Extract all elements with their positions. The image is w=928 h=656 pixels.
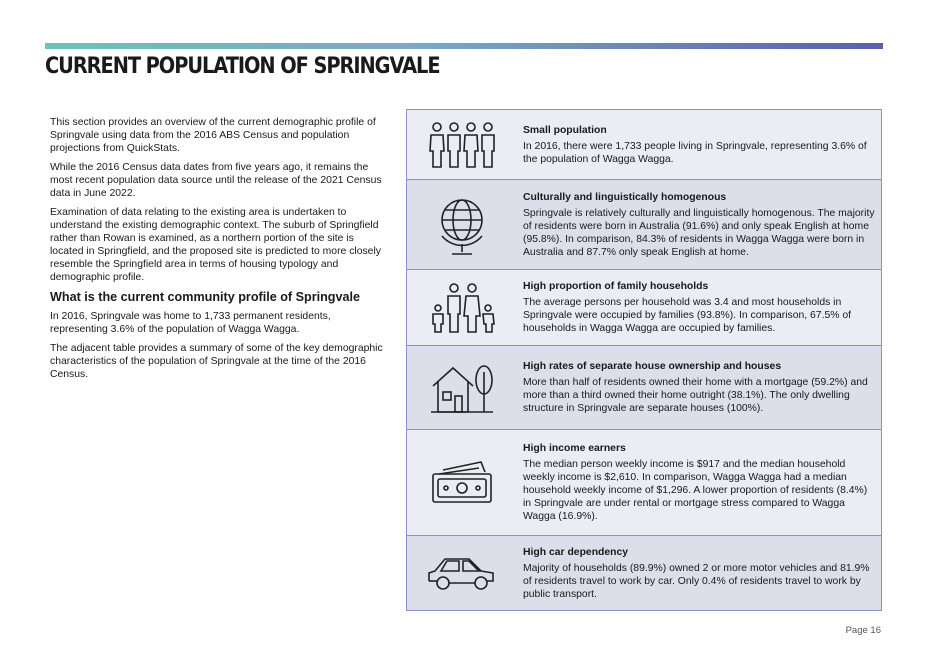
- header-accent-bar: [45, 43, 883, 49]
- profile-paragraph: In 2016, Springvale was home to 1,733 permanent residents, representing 3.6% of the population of Wagga Wagga.: [50, 311, 331, 335]
- section-subheading: What is the current community profile of Springvale: [50, 290, 360, 304]
- globe-icon: [407, 180, 517, 269]
- row-body: The median person weekly income is $917 and the median household weekly income is $2,610. In comparison, Wagga Wagga had a median household weekly income of $1,296. A lower proportion of residents (8.4%) in Springvale are under rental or mortgage stress compared to Wagga Wagga (16.9%).: [523, 459, 868, 522]
- intro-paragraph: Examination of data relating to the existing area is undertaken to understand the existing demographic context. The suburb of Springfield rather than Rowan is examined, as a northern portion of the site is located in Springfield, and the proposed site is predicted to more closely resemble the Springfield area in terms of housing typology and demographic profile.: [50, 207, 381, 283]
- intro-paragraph: This section provides an overview of the current demographic profile of Springvale using data from the 2016 ABS Census and population projections from QuickStats.: [50, 117, 376, 154]
- row-heading: Small population: [523, 124, 607, 136]
- row-body: Majority of households (89.9%) owned 2 or more motor vehicles and 81.9% of residents travel to work by car. Only 0.4% of residents travel to work by public transport.: [523, 562, 870, 600]
- row-heading: Culturally and linguistically homogenous: [523, 191, 727, 203]
- table-row-family: [407, 270, 881, 346]
- profile-table: [406, 109, 882, 611]
- row-heading: High income earners: [523, 443, 626, 454]
- row-body: The average persons per household was 3.4 and most households in Springvale were occupied by families (93.8%). In comparison, 67.5% of households in Wagga Wagga are occupied by families.: [523, 297, 852, 334]
- house-icon: [407, 346, 517, 429]
- row-heading: High car dependency: [523, 546, 629, 558]
- table-row-housing: [407, 346, 881, 430]
- family-icon: [407, 270, 517, 345]
- row-body: More than half of residents owned their home with a mortgage (59.2%) and more than a third owned their home outright (38.1%). The only dwelling structure in Springvale are separate houses (100%).: [523, 377, 868, 414]
- intro-paragraph: While the 2016 Census data dates from five years ago, it remains the most recent population data source until the release of the 2021 Census data in June 2022.: [50, 162, 382, 199]
- money-icon: [407, 430, 517, 535]
- row-body: Springvale is relatively culturally and linguistically homogenous. The majority of residents were born in Australia (91.6%) and only speak English at home (95.8%). In comparison, 84.3% of residents in Wagga Wagga were born in Australia and 87.7% only speak English at home.: [523, 207, 875, 258]
- intro-column: [50, 116, 388, 387]
- page-number: Page 16: [845, 625, 881, 636]
- page-title: CURRENT POPULATION OF SPRINGVALE: [45, 54, 440, 79]
- profile-paragraph: The adjacent table provides a summary of some of the key demographic characteristics of the population of Springvale at the time of the 2016 Census.: [50, 343, 383, 380]
- row-heading: High proportion of family households: [523, 281, 709, 292]
- table-row-car: [407, 536, 881, 610]
- table-row-small-population: [407, 110, 881, 180]
- people-icon: [407, 110, 517, 179]
- car-icon: [407, 536, 517, 610]
- row-heading: High rates of separate house ownership and houses: [523, 361, 782, 372]
- table-row-cultural: [407, 180, 881, 270]
- row-body: In 2016, there were 1,733 people living in Springvale, representing 3.6% of the population of Wagga Wagga.: [523, 140, 867, 165]
- table-row-income: [407, 430, 881, 536]
